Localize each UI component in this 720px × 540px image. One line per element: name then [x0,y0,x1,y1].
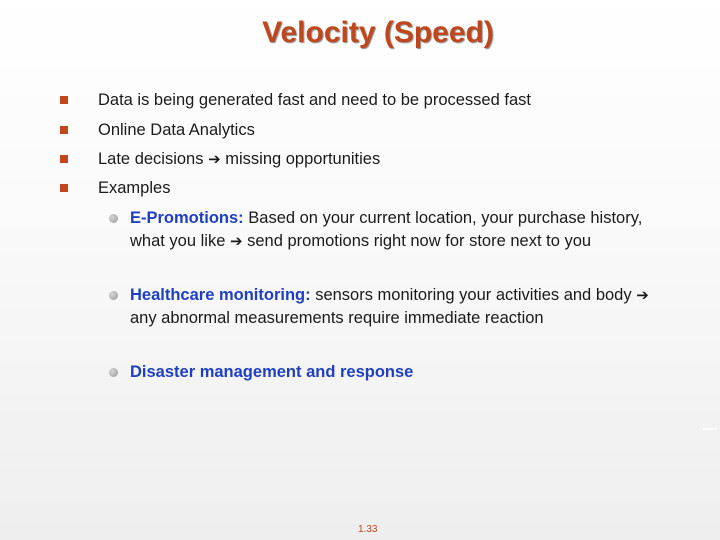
square-bullet-icon [60,184,68,192]
bullet-text: Online Data Analytics [98,121,255,139]
right-arrow-icon: ➔ [208,150,221,168]
slide-title: Velocity (Speed) [262,16,494,49]
sub-bullet-item [130,361,670,384]
sub-bullet-text-before: sensors monitoring your activities and body [310,286,637,304]
sub-bullet-text-before: Based on your current location, your purchase history, what you like [130,209,643,250]
sub-bullet-lead: Healthcare monitoring: [130,286,311,304]
bullet-text: Data is being generated fast and need to be processed fast [98,91,531,109]
bullet-text: Examples [98,179,171,197]
round-bullet-icon [109,291,118,300]
sub-bullet-item [130,284,670,330]
bullet-text-before: Late decisions [98,150,209,168]
sub-bullet-text-after: send promotions right now for store next to you [242,232,592,250]
right-arrow-icon: ➔ [636,286,649,304]
sub-bullet-item [130,207,670,253]
page-number: 1.33 [358,524,378,535]
round-bullet-icon [109,368,118,377]
edge-decoration [703,428,717,430]
square-bullet-icon [60,126,68,134]
sub-bullet-lead: Disaster management and response [130,363,414,381]
sub-bullet-lead: E-Promotions: [130,209,244,227]
sub-bullet-text-after: any abnormal measurements require immediate reaction [130,309,544,327]
square-bullet-icon [60,155,68,163]
bullet-text [98,149,380,169]
round-bullet-icon [109,214,118,223]
right-arrow-icon: ➔ [229,232,243,250]
square-bullet-icon [60,96,68,104]
bullet-text-after: missing opportunities [220,150,381,168]
